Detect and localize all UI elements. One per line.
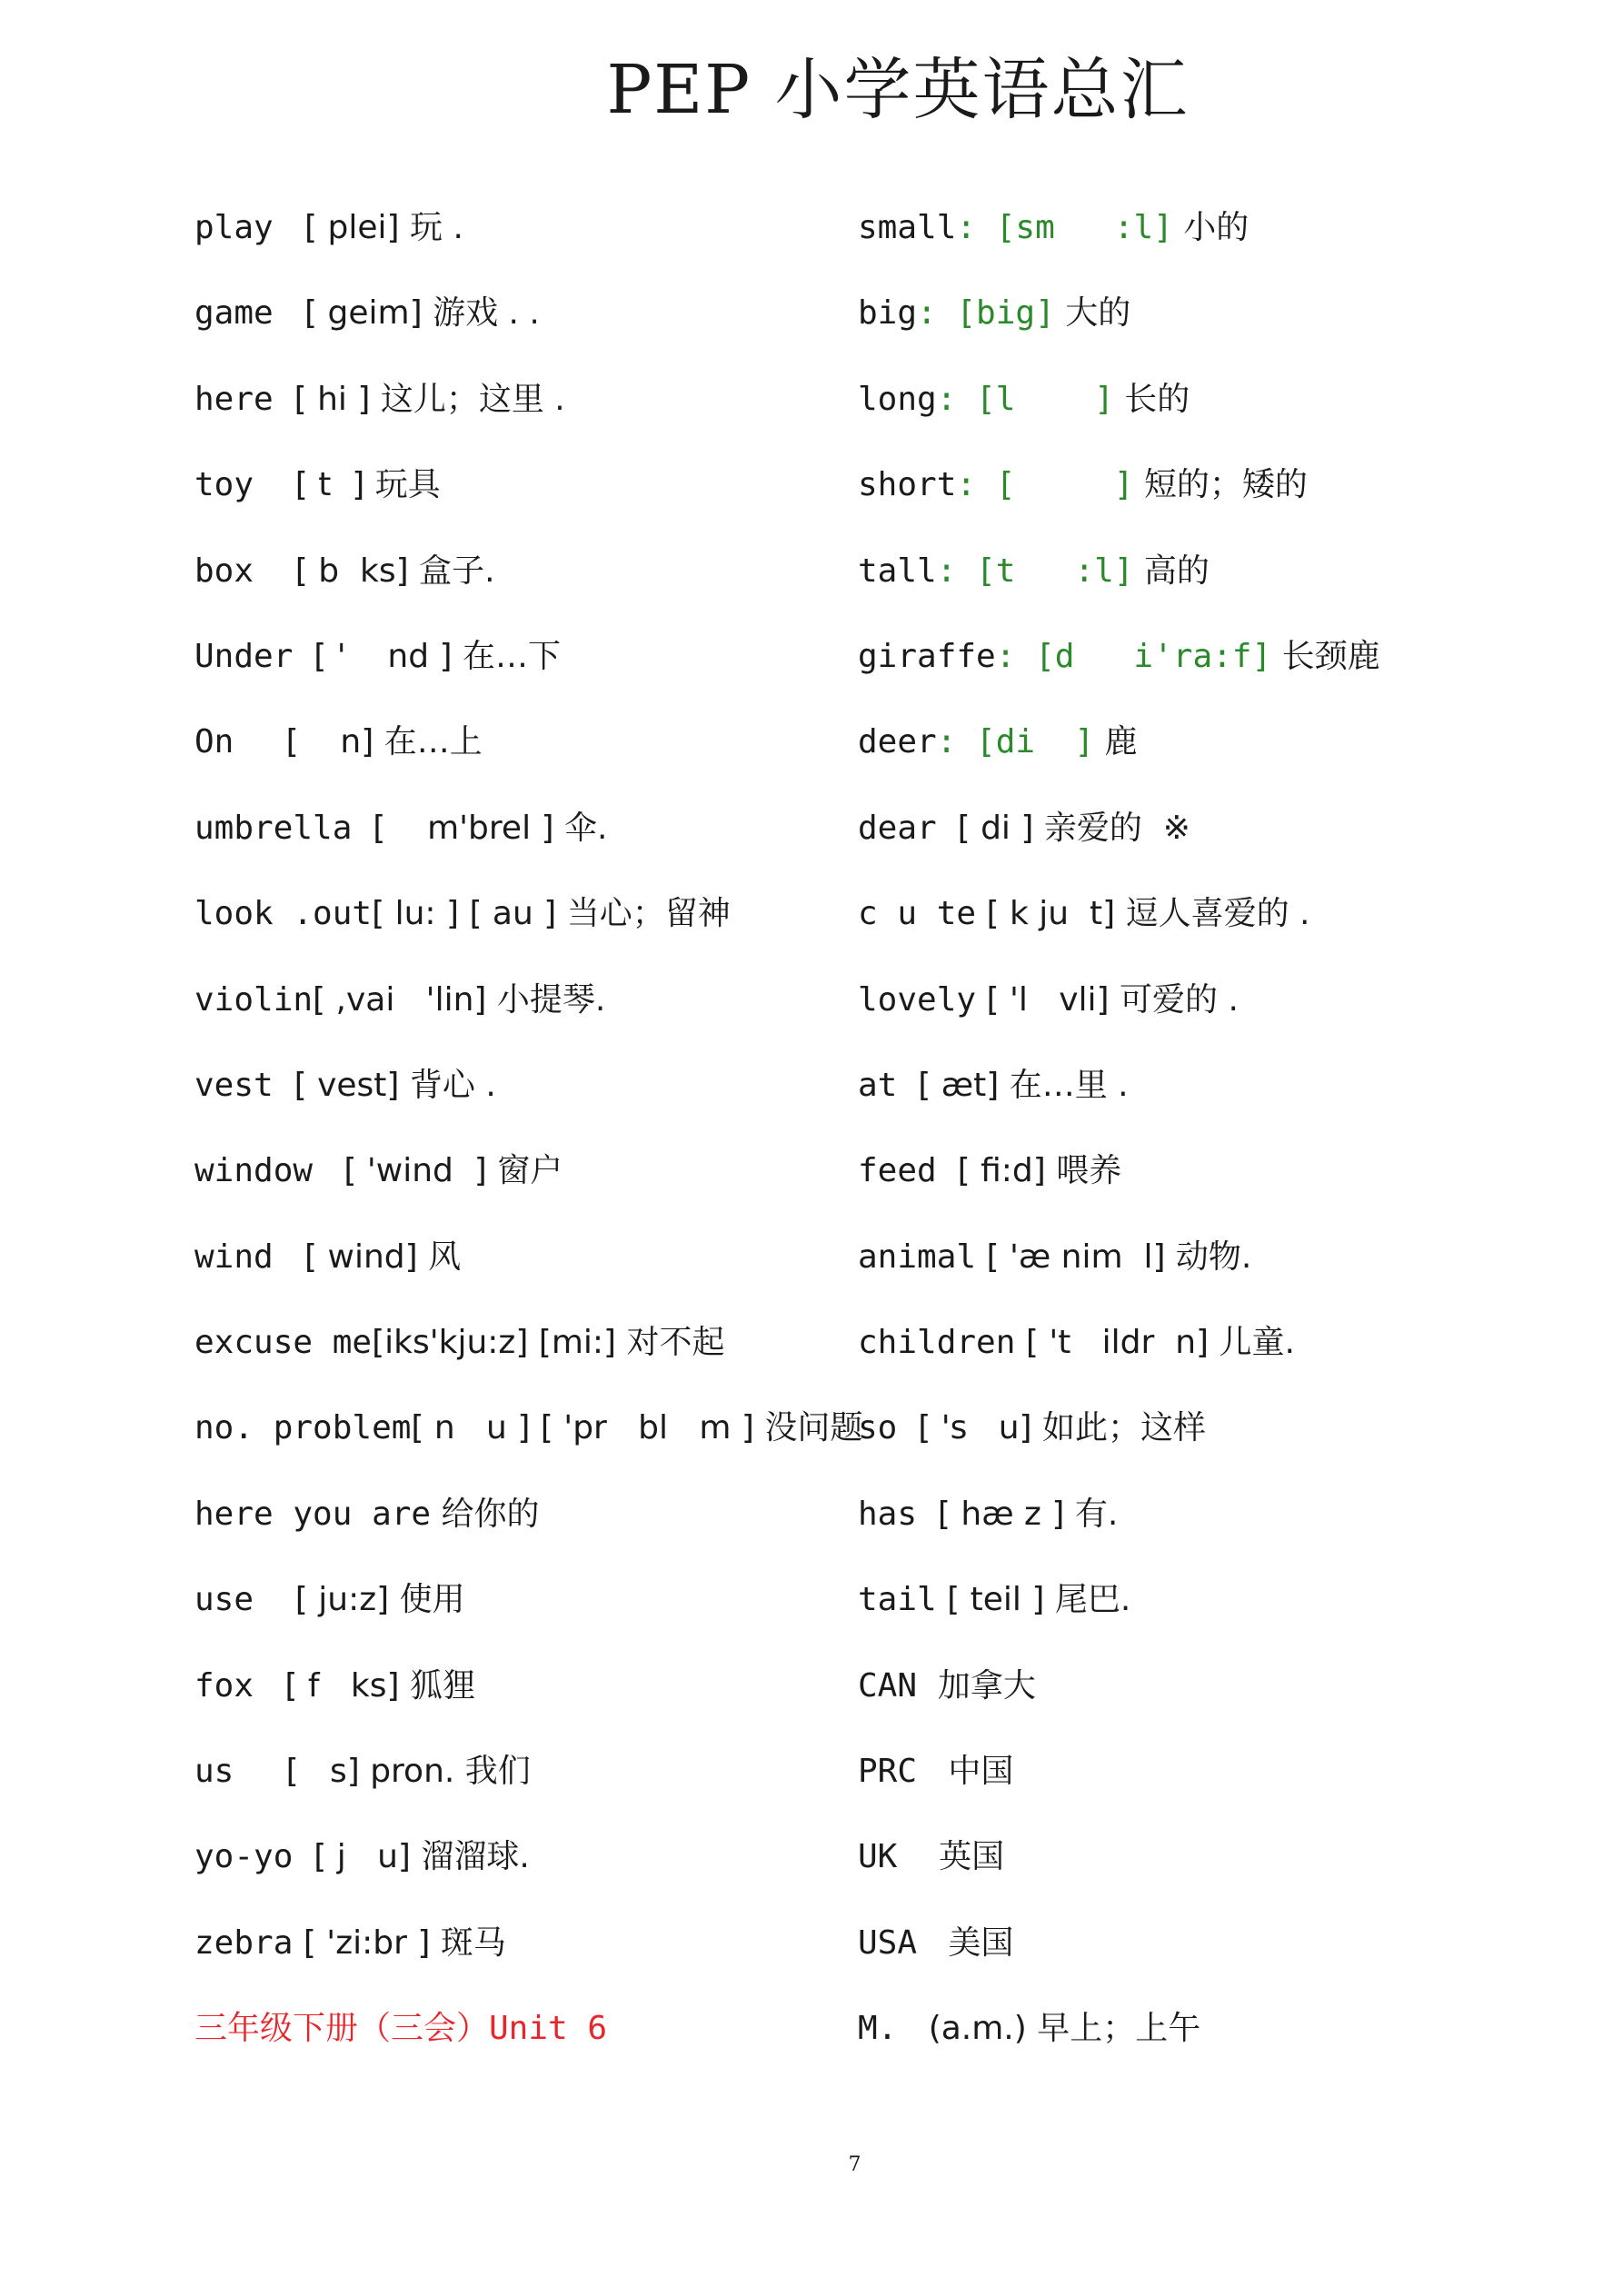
vocab-word: M.: [858, 2010, 898, 2048]
vocab-word: short: [858, 466, 957, 504]
vocab-meaning: [ hæ z ] 有.: [917, 1495, 1119, 1533]
vocab-phonetic-meaning: [ t ] 玩具: [254, 466, 441, 504]
vocab-entry: [858, 200, 1494, 285]
vocab-meaning: [ di ] 亲爱的 ※: [936, 809, 1190, 847]
vocab-entry: [858, 457, 1494, 542]
vocab-entry: [858, 714, 1494, 800]
vocab-word: vest: [194, 1066, 274, 1104]
vocab-meaning: 中国: [917, 1753, 1014, 1791]
vocab-entry: [194, 200, 831, 285]
vocab-word: excuse me: [194, 1324, 373, 1362]
page-title: PEP 小学英语总汇: [606, 51, 1190, 129]
vocab-entry: [194, 1572, 831, 1657]
vocab-entry: [194, 1744, 831, 1829]
vocab-phonetic-meaning: [ vest] 背心 .: [273, 1066, 496, 1104]
vocab-meaning: 加拿大: [917, 1666, 1036, 1705]
vocab-entry: [194, 1229, 831, 1315]
vocab-phonetic-meaning: [ hi ] 这儿；这里 .: [273, 380, 565, 418]
vocab-word: long: [858, 380, 937, 418]
vocab-word: here you are: [194, 1495, 432, 1533]
vocab-phonetic-meaning: [ 'zi:br ] 斑马: [293, 1923, 506, 1962]
vocab-phonetic: : [di ]: [936, 723, 1095, 761]
vocab-phonetic-meaning: [ m'brel ] 伞.: [352, 809, 608, 847]
vocab-word: Under: [194, 637, 294, 675]
vocab-phonetic: : [d i'ra:f]: [995, 637, 1272, 675]
vocab-word: USA: [858, 1923, 918, 1962]
vocab-word: at: [858, 1066, 898, 1104]
section-heading: [194, 2001, 831, 2086]
vocab-word: tail: [858, 1581, 937, 1619]
vocab-entry: [194, 800, 831, 886]
vocab-entry: [858, 1486, 1494, 1572]
vocab-phonetic-meaning: [ geim] 游戏 . .: [273, 294, 540, 333]
vocab-word: game: [194, 294, 274, 333]
vocab-phonetic-meaning: [ n u ] [ 'pr bl m ] 没问题: [411, 1409, 863, 1447]
vocab-entry: [194, 1658, 831, 1744]
vocab-word: has: [858, 1495, 918, 1533]
vocab-word: small: [858, 209, 957, 246]
vocab-entry: [194, 285, 831, 371]
vocab-entry: [858, 1572, 1494, 1657]
vocab-word: window: [194, 1152, 314, 1190]
vocab-meaning: 长颈鹿: [1271, 637, 1380, 675]
vocab-word: zebra: [194, 1923, 294, 1962]
vocab-phonetic: : [ ]: [956, 466, 1134, 504]
vocab-entry: [858, 972, 1494, 1058]
vocab-word: look .out: [194, 895, 373, 933]
vocab-entry: [858, 1400, 1494, 1486]
vocab-phonetic-meaning: [ s] pron. 我们: [234, 1753, 531, 1791]
vocab-meaning: [ æt] 在…里 .: [897, 1066, 1129, 1104]
vocab-phonetic-meaning: 给你的: [431, 1495, 540, 1533]
vocab-phonetic: : [t :l]: [936, 552, 1134, 590]
vocab-phonetic-meaning: [ f ks] 狐狸: [254, 1666, 475, 1705]
vocab-word: toy: [194, 466, 254, 504]
vocab-meaning: [ k ju t] 逗人喜爱的 .: [976, 895, 1310, 933]
vocab-entry: [858, 543, 1494, 629]
vocab-phonetic-meaning: [iks'kju:z] [mi:] 对不起: [372, 1324, 725, 1362]
vocab-entry: [858, 2001, 1494, 2086]
vocab-entry: [194, 457, 831, 542]
vocab-entry: [194, 714, 831, 800]
right-vocab-column: [858, 200, 1494, 2087]
vocab-entry: [858, 1229, 1494, 1315]
vocab-word: On: [194, 723, 234, 761]
vocab-entry: [194, 629, 831, 714]
vocab-entry: [858, 1658, 1494, 1744]
vocab-word: PRC: [858, 1753, 918, 1791]
vocab-phonetic-meaning: [ ju:z] 使用: [254, 1581, 465, 1619]
vocab-word: CAN: [858, 1666, 918, 1705]
vocab-phonetic: : [sm :l]: [956, 209, 1173, 246]
vocab-word: dear: [858, 809, 937, 847]
vocab-entry: [194, 543, 831, 629]
vocab-meaning: [ fi:d] 喂养: [936, 1152, 1122, 1190]
vocab-phonetic: : [l ]: [936, 380, 1114, 418]
vocab-word: giraffe: [858, 637, 996, 675]
vocab-entry: [194, 1400, 863, 1486]
vocab-word: lovely: [858, 980, 977, 1019]
vocab-word: violin: [194, 980, 314, 1019]
vocab-meaning: (a.m.) 早上；上午: [897, 2010, 1201, 2048]
vocab-entry: [194, 1315, 831, 1400]
vocab-word: c u te: [858, 895, 977, 933]
vocab-entry: [858, 1315, 1494, 1400]
vocab-meaning: 鹿: [1094, 723, 1138, 761]
vocab-meaning: 高的: [1133, 552, 1210, 590]
vocab-word: yo-yo: [194, 1838, 294, 1876]
vocab-word: 三年级下册（三会）Unit 6: [194, 2010, 608, 2048]
vocab-phonetic-meaning: [ plei] 玩 .: [273, 209, 463, 246]
vocab-word: box: [194, 552, 254, 590]
vocab-word: so: [858, 1409, 898, 1447]
vocab-entry: [858, 372, 1494, 457]
vocab-entry: [194, 1486, 831, 1572]
vocab-word: us: [194, 1753, 234, 1791]
vocab-meaning: [ 'l vli] 可爱的 .: [976, 980, 1239, 1019]
vocab-meaning: 大的: [1054, 294, 1131, 333]
vocab-word: animal: [858, 1237, 977, 1276]
vocab-entry: [858, 1058, 1494, 1143]
vocab-entry: [194, 1829, 831, 1914]
vocab-entry: [858, 285, 1494, 371]
vocab-phonetic-meaning: [ n] 在…上: [234, 723, 483, 761]
vocab-word: fox: [194, 1666, 254, 1705]
vocab-word: umbrella: [194, 809, 353, 847]
vocab-entry: [858, 800, 1494, 886]
vocab-entry: [194, 372, 831, 457]
vocab-entry: [194, 972, 831, 1058]
vocab-meaning: 短的；矮的: [1133, 466, 1308, 504]
vocab-entry: [194, 1143, 831, 1228]
left-vocab-column: [194, 200, 863, 2087]
vocab-entry: [858, 629, 1494, 714]
vocab-entry: [194, 1915, 831, 2001]
vocab-meaning: [ 'æ nim l] 动物.: [976, 1237, 1252, 1276]
vocab-phonetic-meaning: [ wind] 风: [273, 1237, 462, 1276]
vocab-phonetic-meaning: [ ,vai 'lin] 小提琴.: [313, 980, 606, 1019]
vocab-phonetic: : [big]: [917, 294, 1055, 333]
vocab-phonetic-meaning: [ j u] 溜溜球.: [293, 1838, 530, 1876]
vocab-word: wind: [194, 1237, 274, 1276]
page-number: 7: [848, 2153, 861, 2176]
vocab-entry: [858, 1143, 1494, 1228]
vocab-phonetic-meaning: [ lu: ] [ au ] 当心；留神: [372, 895, 731, 933]
vocab-meaning: 长的: [1113, 380, 1190, 418]
vocab-phonetic-meaning: [ b ks] 盒子.: [254, 552, 495, 590]
vocab-entry: [858, 1829, 1494, 1914]
vocab-meaning: [ 's u] 如此；这样: [897, 1409, 1207, 1447]
vocab-entry: [858, 1915, 1494, 2001]
vocab-meaning: 小的: [1172, 209, 1250, 246]
vocab-entry: [194, 1058, 831, 1143]
vocab-word: big: [858, 294, 918, 333]
vocab-entry: [194, 886, 831, 971]
vocab-word: children: [858, 1324, 1016, 1362]
vocab-phonetic-meaning: [ 'wind ] 窗户: [313, 1152, 563, 1190]
vocab-word: here: [194, 380, 274, 418]
vocab-word: UK: [858, 1838, 898, 1876]
vocab-word: use: [194, 1581, 254, 1619]
vocab-word: deer: [858, 723, 937, 761]
vocab-phonetic-meaning: [ ' nd ] 在…下: [293, 637, 562, 675]
vocab-meaning: [ teil ] 尾巴.: [936, 1581, 1131, 1619]
vocab-meaning: 美国: [917, 1923, 1014, 1962]
vocab-word: feed: [858, 1152, 937, 1190]
vocab-word: tall: [858, 552, 937, 590]
vocab-meaning: 英国: [897, 1838, 1005, 1876]
vocab-word: no. problem: [194, 1409, 412, 1447]
vocab-entry: [858, 886, 1494, 971]
vocab-word: play: [194, 209, 274, 246]
vocab-meaning: [ 't ildr n] 儿童.: [1015, 1324, 1295, 1362]
vocab-entry: [858, 1744, 1494, 1829]
